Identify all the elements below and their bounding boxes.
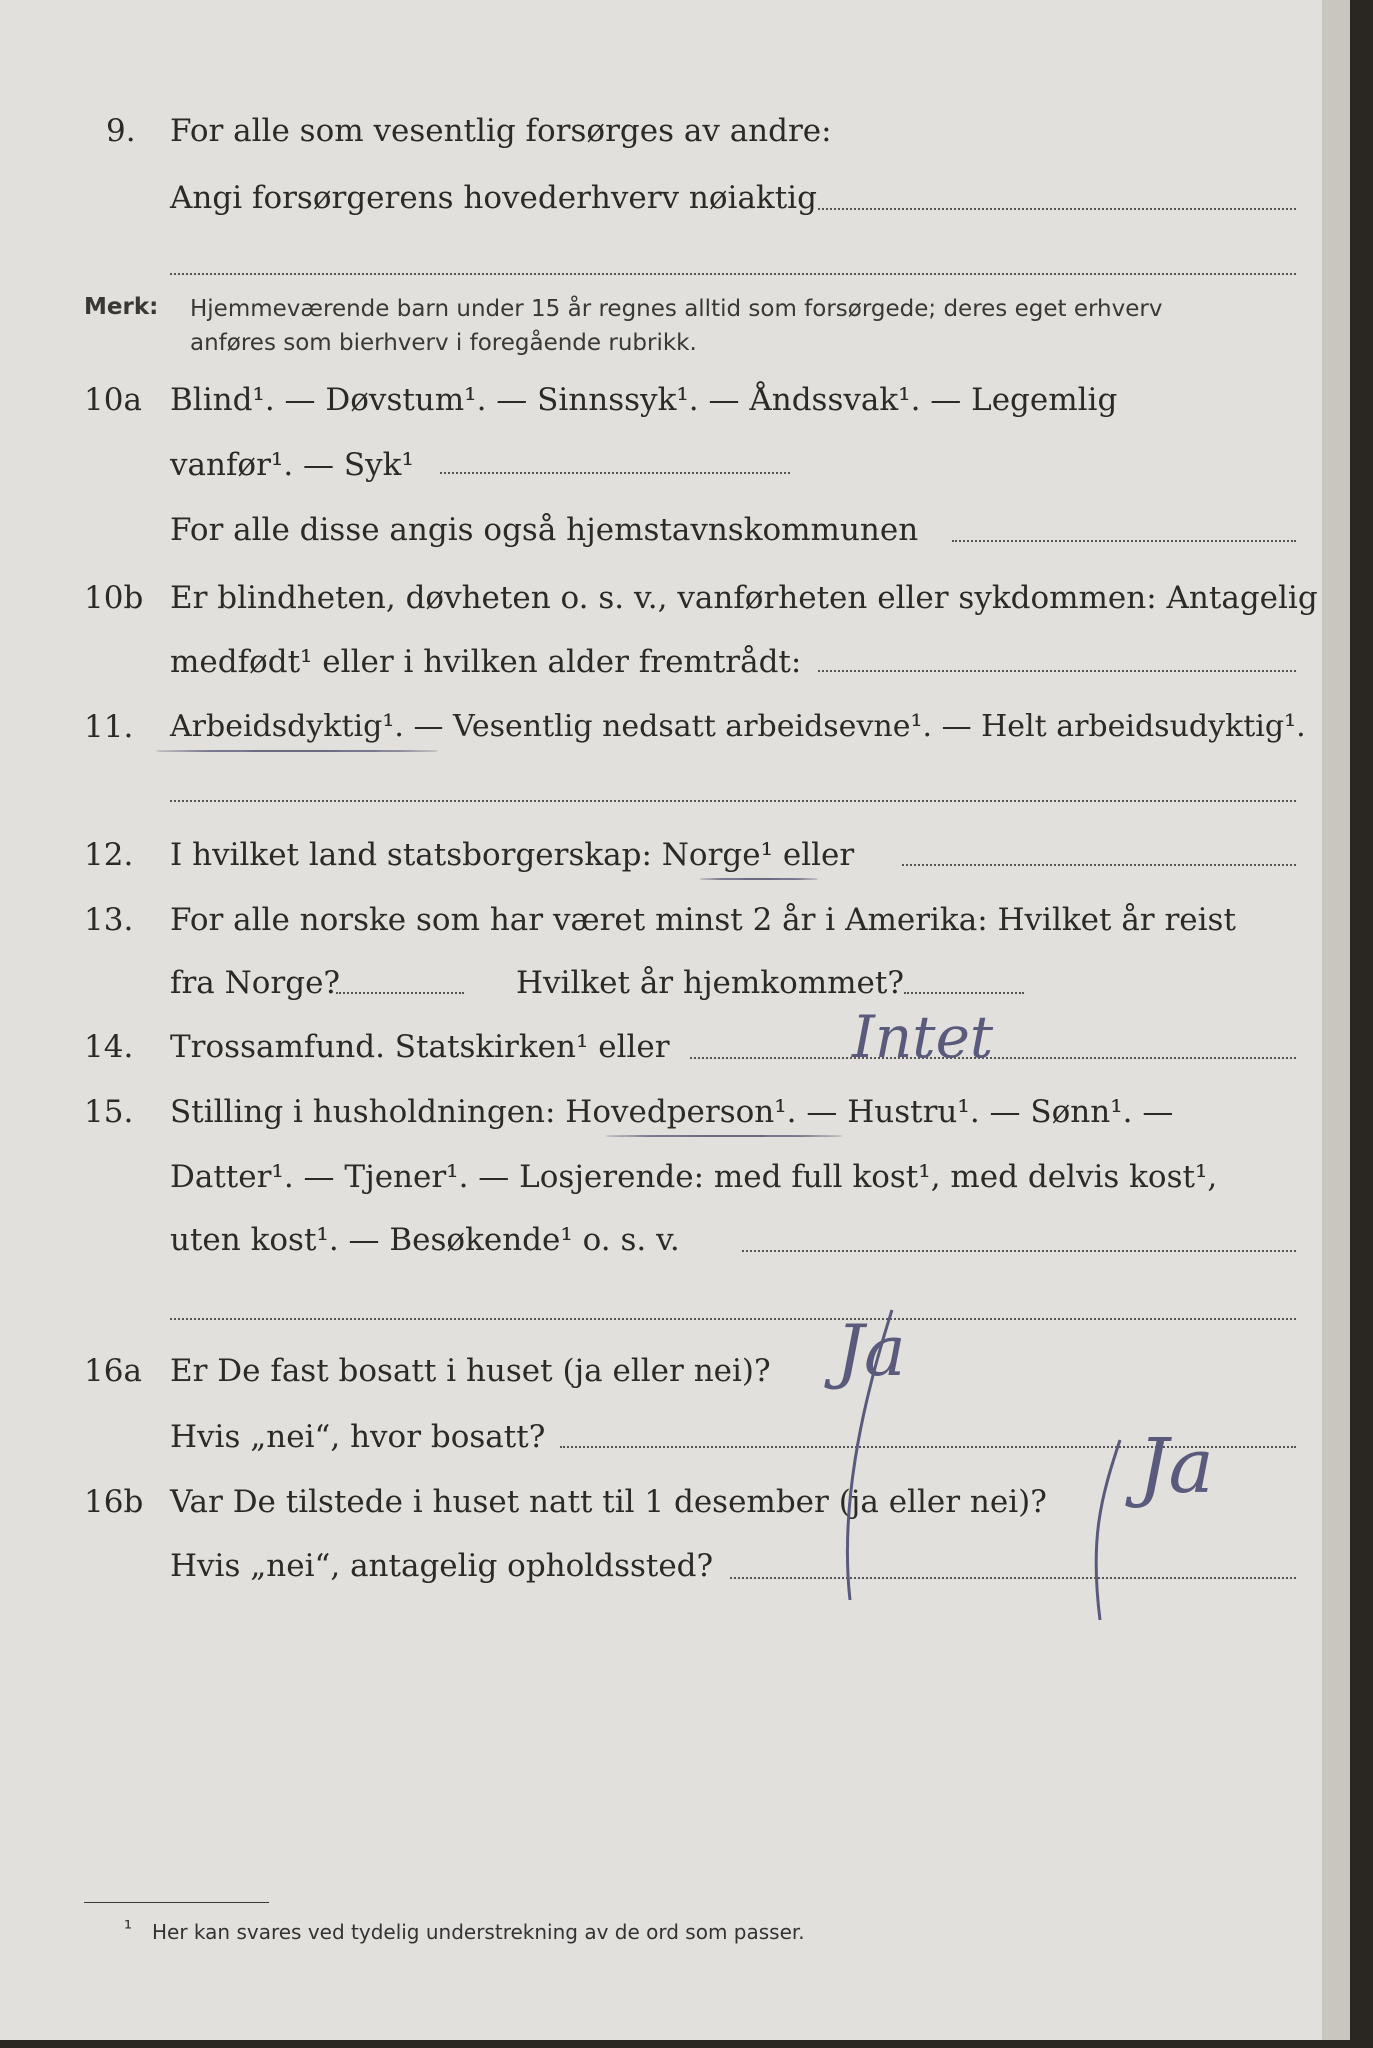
q15-answer-line bbox=[742, 1250, 1296, 1252]
q16a-number: 16a bbox=[84, 1353, 142, 1389]
merk-label: Merk: bbox=[84, 294, 159, 320]
q16a-line1: Er De fast bosatt i huset (ja eller nei)? bbox=[170, 1353, 771, 1389]
q11-line1: Arbeidsdyktig¹. — Vesentlig nedsatt arbeidsevne¹. — Helt arbeidsudyktig¹. bbox=[170, 709, 1306, 744]
q10b-answer-line bbox=[818, 670, 1296, 672]
q14-line1: Trossamfund. Statskirken¹ eller bbox=[170, 1029, 670, 1065]
q11-underline-arbeidsdyktig bbox=[156, 750, 438, 752]
q9-answer-line bbox=[818, 208, 1296, 210]
q13-line2b: Hvilket år hjemkommet? bbox=[516, 965, 904, 1001]
merk-line1: Hjemmeværende barn under 15 år regnes alltid som forsørgede; deres eget erhverv bbox=[190, 296, 1163, 322]
q15-line3: uten kost¹. — Besøkende¹ o. s. v. bbox=[170, 1222, 680, 1258]
q12-answer-line bbox=[902, 864, 1296, 866]
q16a-line2: Hvis „nei“, hvor bosatt? bbox=[170, 1419, 546, 1455]
q9-line2: Angi forsørgerens hovederhverv nøiaktig bbox=[170, 180, 817, 216]
q16b-number: 16b bbox=[84, 1484, 144, 1520]
q16b-line2: Hvis „nei“, antagelig opholdssted? bbox=[170, 1548, 714, 1584]
q12-underline-norge bbox=[700, 878, 818, 880]
q10b-line1: Er blindheten, døvheten o. s. v., vanførheten eller sykdommen: Antagelig bbox=[170, 580, 1318, 616]
q10a-line2: vanfør¹. — Syk¹ bbox=[170, 447, 414, 483]
q14-number: 14. bbox=[84, 1029, 134, 1065]
q15-line2: Datter¹. — Tjener¹. — Losjerende: med full kost¹, med delvis kost¹, bbox=[170, 1159, 1218, 1195]
q10b-number: 10b bbox=[84, 580, 144, 616]
q12-line1: I hvilket land statsborgerskap: Norge¹ eller bbox=[170, 837, 855, 873]
q9-number: 9. bbox=[106, 113, 136, 149]
q16b-line1: Var De tilstede i huset natt til 1 desember (ja eller nei)? bbox=[170, 1484, 1047, 1520]
footnote-mark: ¹ bbox=[124, 1916, 133, 1940]
q15-underline-hovedperson bbox=[606, 1135, 842, 1137]
q11-answer-line bbox=[170, 800, 1296, 802]
q10a-kommune-line bbox=[952, 540, 1296, 542]
q10b-line2: medfødt¹ eller i hvilken alder fremtrådt: bbox=[170, 644, 802, 680]
q13-reist-line bbox=[336, 992, 464, 994]
q9-answer-line-2 bbox=[170, 273, 1296, 275]
q15-line1: Stilling i husholdningen: Hovedperson¹. — Hustru¹. — Sønn¹. — bbox=[170, 1094, 1174, 1130]
handwriting-strokes bbox=[800, 1290, 1160, 1630]
q13-line2a: fra Norge? bbox=[170, 965, 341, 1001]
q16b-handwritten-answer: Ja bbox=[1138, 1421, 1214, 1510]
q10a-number: 10a bbox=[84, 382, 142, 418]
q11-number: 11. bbox=[84, 709, 134, 745]
q10a-line1: Blind¹. — Døvstum¹. — Sinnssyk¹. — Åndssvak¹. — Legemlig bbox=[170, 382, 1118, 418]
q16a-handwritten-answer: Ja bbox=[836, 1310, 906, 1392]
q15-number: 15. bbox=[84, 1094, 134, 1130]
q13-number: 13. bbox=[84, 902, 134, 938]
q10a-line3: For alle disse angis også hjemstavnskommunen bbox=[170, 512, 919, 548]
q9-line1: For alle som vesentlig forsørges av andre: bbox=[170, 113, 832, 149]
footnote-text: Her kan svares ved tydelig understrekning av de ord som passer. bbox=[152, 1920, 805, 1944]
q14-handwritten-answer: Intet bbox=[852, 1003, 994, 1071]
q12-number: 12. bbox=[84, 837, 134, 873]
q13-hjemkommet-line bbox=[904, 992, 1024, 994]
q10a-answer-line bbox=[440, 472, 790, 474]
merk-line2: anføres som bierhverv i foregående rubrikk. bbox=[190, 330, 697, 356]
q13-line1: For alle norske som har været minst 2 år i Amerika: Hvilket år reist bbox=[170, 902, 1236, 938]
footnote-rule bbox=[84, 1902, 269, 1903]
